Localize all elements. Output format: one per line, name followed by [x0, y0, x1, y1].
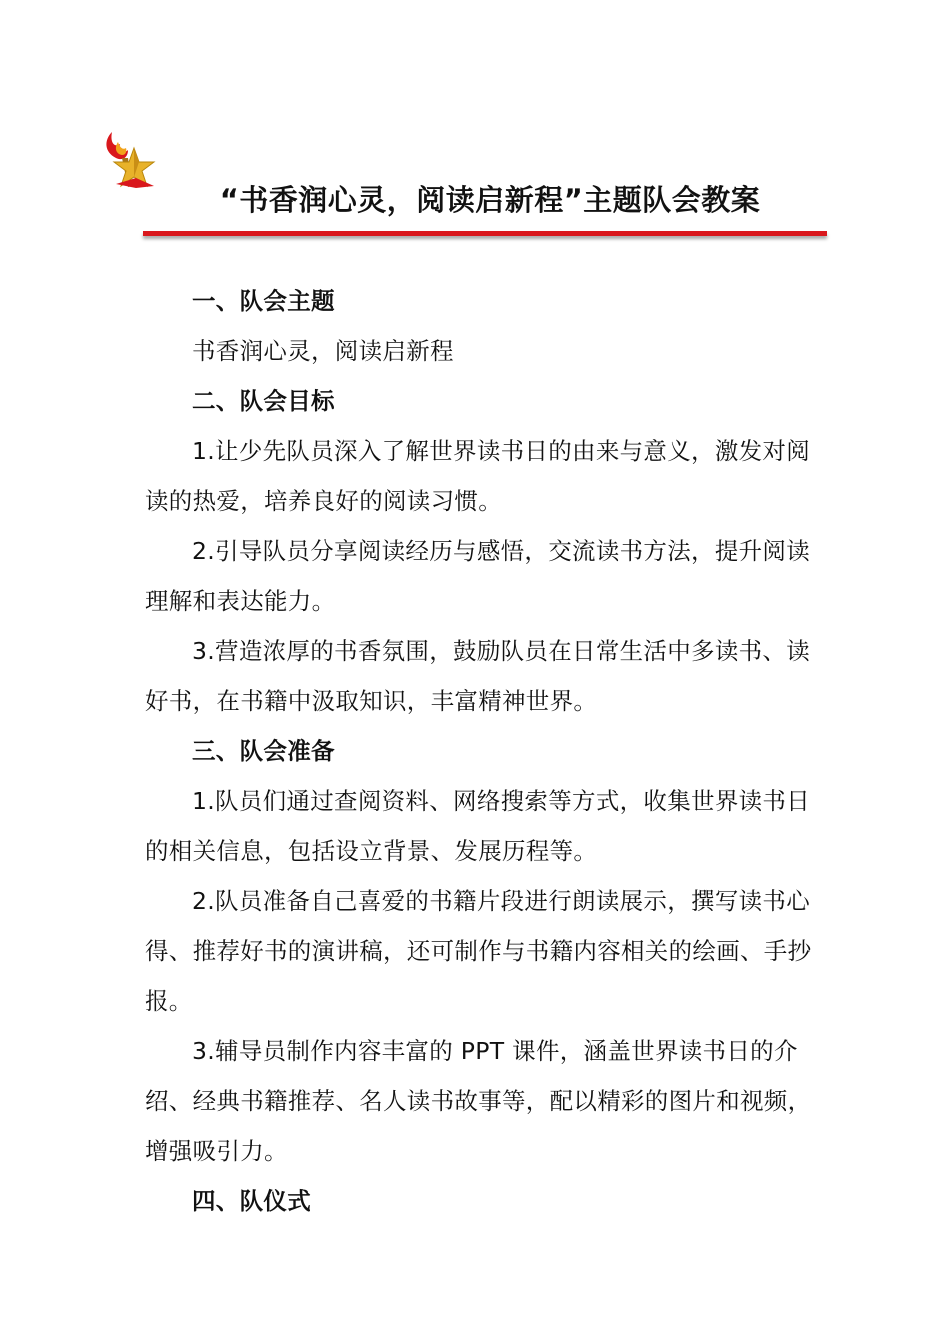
body-paragraph: 1.让少先队员深入了解世界读书日的由来与意义，激发对阅读的热爱，培养良好的阅读习惯。: [145, 437, 811, 515]
document-body: [145, 276, 817, 1226]
body-paragraph: 1.队员们通过查阅资料、网络搜索等方式，收集世界读书日的相关信息，包括设立背景、发展历程等。: [145, 787, 811, 865]
section-heading: 二、队会目标: [192, 387, 335, 415]
body-paragraph: 2.队员准备自己喜爱的书籍片段进行朗读展示，撰写读书心得、推荐好书的演讲稿，还可制作与书籍内容相关的绘画、手抄报。: [145, 887, 812, 1015]
body-paragraph: 2.引导队员分享阅读经历与感悟，交流读书方法，提升阅读理解和表达能力。: [145, 537, 811, 615]
section-heading: 一、队会主题: [192, 287, 335, 315]
document-title: “书香润心灵，阅读启新程”主题队会教案: [219, 183, 761, 217]
body-paragraph: 书香润心灵，阅读启新程: [192, 337, 454, 365]
section-heading: 四、队仪式: [192, 1187, 311, 1215]
title-divider: [143, 231, 827, 236]
body-paragraph: 3.辅导员制作内容丰富的 PPT 课件，涵盖世界读书日的介绍、经典书籍推荐、名人读书故事等，配以精彩的图片和视频，增强吸引力。: [145, 1037, 812, 1165]
section-heading: 三、队会准备: [192, 737, 335, 765]
body-paragraph: 3.营造浓厚的书香氛围，鼓励队员在日常生活中多读书、读好书，在书籍中汲取知识，丰富精神世界。: [145, 637, 811, 715]
